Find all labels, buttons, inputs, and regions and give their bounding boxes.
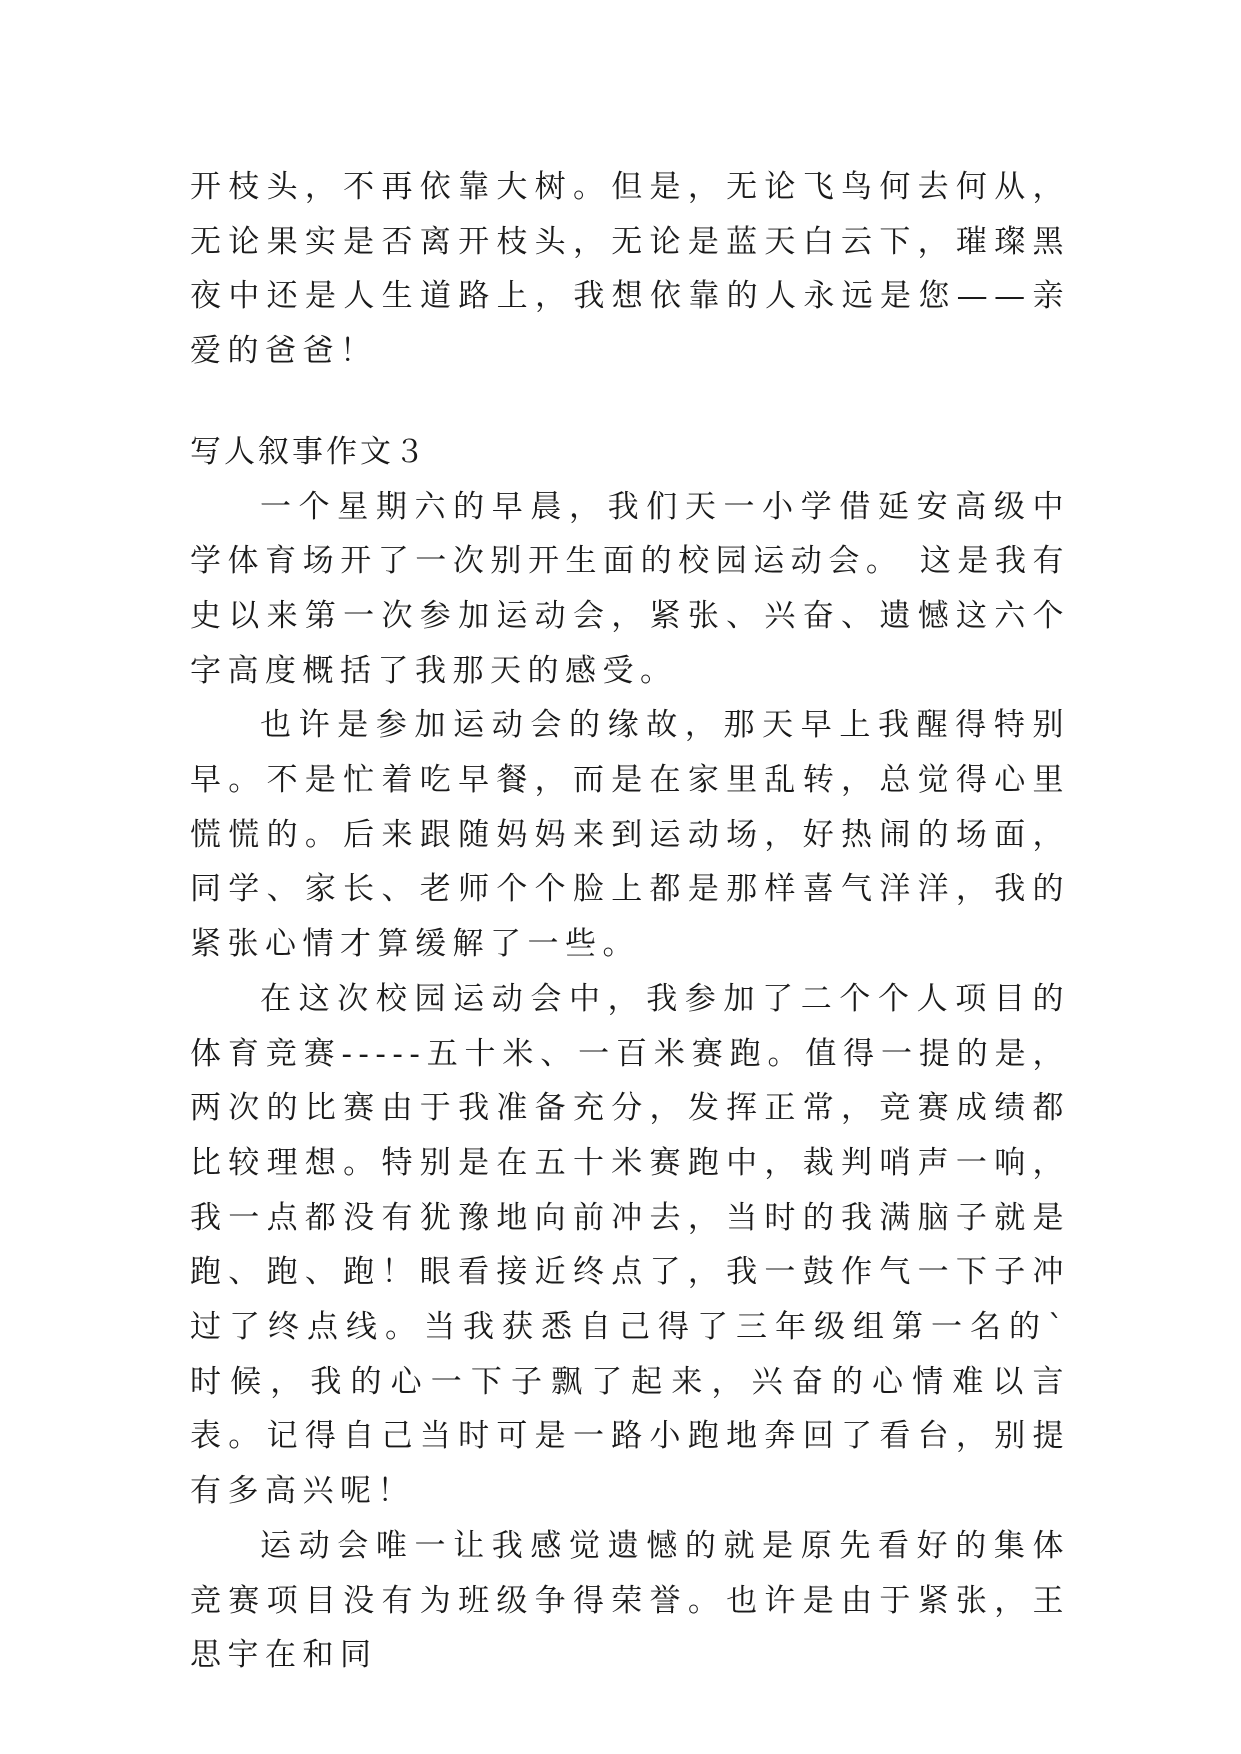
paragraph-4: 运动会唯一让我感觉遗憾的就是原先看好的集体竞赛项目没有为班级争得荣誉。也许是由于紧张，王思宇在和同 — [190, 1527, 1070, 1674]
paragraph-3: 在这次校园运动会中，我参加了二个个人项目的体育竞赛-----五十米、一百米赛跑。值得一提的是，两次的比赛由于我准备充分，发挥正常，竞赛成绩都比较理想。特别是在五十米赛跑中，裁判哨声一响，我一点都没有犹豫地向前冲去，当时的我满脑子就是跑、跑、跑！眼看接近终点了，我一鼓作气一下子冲过了终点线。当我获悉自己得了三年级组第一名的`时候，我的心一下子飘了起来，兴奋的心情难以言表。记得自己当时可是一路小跑地奔回了看台，别提有多高兴呢！ — [190, 980, 1070, 1510]
section-title: 写人叙事作文３ — [190, 433, 428, 470]
paragraph-2: 也许是参加运动会的缘故，那天早上我醒得特别早。不是忙着吃早餐，而是在家里乱转，总觉得心里慌慌的。后来跟随妈妈来到运动场，好热闹的场面，同学、家长、老师个个脸上都是那样喜气洋洋，我的紧张心情才算缓解了一些。 — [190, 707, 1070, 963]
document-body — [190, 160, 1070, 1683]
paragraph-1: 一个星期六的早晨，我们天一小学借延安高级中学体育场开了一次别开生面的校园运动会。 这是我有史以来第一次参加运动会，紧张、兴奋、遗憾这六个字高度概括了我那天的感受。 — [190, 488, 1070, 689]
continued-paragraph: 开枝头，不再依靠大树。但是，无论飞鸟何去何从，无论果实是否离开枝头，无论是蓝天白云下，璀璨黑夜中还是人生道路上，我想依靠的人永远是您——亲爱的爸爸！ — [190, 169, 1070, 370]
